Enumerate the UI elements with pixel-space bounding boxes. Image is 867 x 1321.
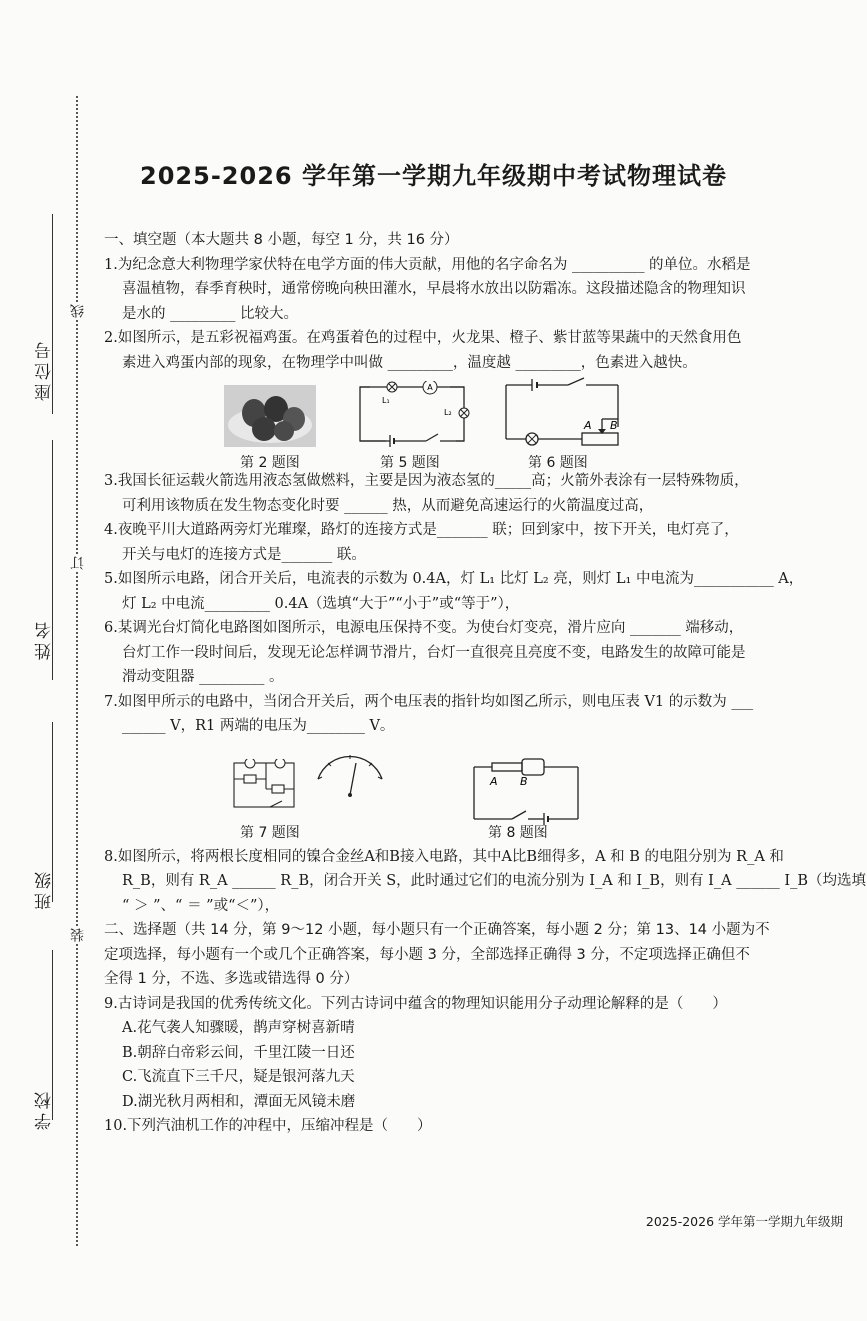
circuit-fig5 (356, 381, 472, 447)
question-line: 是水的 _________ 比较大。 (122, 305, 298, 322)
question-line: 1.为纪念意大利物理学家伏特在电学方面的伟大贡献，用他的名字命名为 __________ 的单位。水稻是 (104, 256, 751, 273)
question-line: 8.如图所示，将两根长度相同的镍合金丝A和B接入电路，其中A比B细得多，A 和 B 的电阻分别为 R_A 和 (104, 848, 784, 865)
question-line: 6.某调光台灯简化电路图如图所示，电源电压保持不变。为使台灯变亮，滑片应向 _______ 端移动， (104, 620, 744, 636)
figure-row-1 (104, 375, 844, 469)
egg-photo (224, 385, 316, 447)
section2-heading: 二、选择题（共 14 分，第 9～12 小题，每小题只有一个正确答案，每小题 2 分；第 13、14 小题为不 (104, 922, 770, 938)
binding-mark-bind: 装 (70, 928, 86, 942)
circuit-fig7 (230, 759, 302, 815)
question-9: 9.古诗词是我国的优秀传统文化。下列古诗词中蕴含的物理知识能用分子动理论解释的是（ ） (104, 995, 727, 1012)
circuit-fig8 (468, 753, 584, 825)
slider-b-label: B (610, 419, 618, 432)
binding-mark-staple: 订 (70, 556, 86, 570)
name-label: 姓名 (35, 618, 55, 660)
question-line: 2.如图所示，是五彩祝福鸡蛋。在鸡蛋着色的过程中，火龙果、橙子、紫甘蓝等果蔬中的天然食用色 (104, 330, 742, 346)
lamp-l1-label: L₁ (382, 396, 390, 405)
binding-mark-line: 线 (70, 304, 86, 318)
fig7-caption: 第 7 题图 (240, 824, 300, 841)
q9-option-b: B.朝辞白帝彩云间，千里江陵一日还 (122, 1044, 355, 1061)
exam-body (104, 228, 866, 1139)
section2-heading: 全得 1 分，不选、多选或错选得 0 分） (104, 971, 359, 987)
question-line: 开关与电灯的连接方式是_______ 联。 (122, 546, 366, 563)
q9-option-a: A.花气袭人知骤暖，鹊声穿树喜新晴 (122, 1020, 355, 1036)
section2-heading: 定项选择，每小题有一个或几个正确答案，每小题 3 分，全部选择正确得 3 分，不定项选择正确但不 (104, 946, 750, 963)
question-line: “ ＞ ”、“ ＝ ”或“＜”）， (122, 897, 280, 914)
ammeter-label: A (427, 383, 433, 392)
question-line: 滑动变阻器 _________ 。 (122, 669, 284, 685)
seat-number-label: 座位号 (35, 338, 55, 401)
wire-a-label: A (490, 774, 498, 788)
figure-row-2 (104, 739, 844, 845)
fig5-caption: 第 5 题图 (380, 455, 440, 471)
page-footer: 2025-2026 学年第一学期九年级期 (645, 1214, 843, 1229)
class-label: 班级 (35, 868, 55, 910)
question-10: 10.下列汽油机工作的冲程中，压缩冲程是（ ） (104, 1118, 432, 1134)
circuit-fig6 (502, 377, 626, 449)
question-line: 台灯工作一段时间后，发现无论怎样调节滑片，台灯一直很亮且亮度不变，电路发生的故障可能是 (122, 644, 746, 661)
binding-dotted-line (76, 96, 78, 1246)
fig2-caption: 第 2 题图 (240, 455, 300, 471)
question-line: 喜温植物，春季育秧时，通常傍晚向秧田灌水，早晨将水放出以防霜冻。这段描述隐含的物理知识 (122, 281, 746, 297)
lamp-l2-label: L₂ (444, 408, 452, 417)
question-line: 可利用该物质在发生物态变化时要 ______ 热，从而避免高速运行的火箭温度过高， (122, 497, 654, 514)
voltmeter-dial (310, 749, 390, 815)
question-line: R_B，则有 R_A ______ R_B，闭合开关 S，此时通过它们的电流分别为 I_A 和 I_B，则有 I_A ______ I_B（均选填 (122, 873, 866, 889)
exam-title: 2025-2026 学年第一学期九年级期中考试物理试卷 (140, 162, 727, 190)
question-line: 3.我国长征运载火箭选用液态氢做燃料，主要是因为液态氢的_____高；火箭外表涂有一层特殊物质， (104, 473, 749, 489)
q9-option-d: D.湖光秋月两相和，潭面无风镜未磨 (122, 1093, 356, 1110)
fig6-caption: 第 6 题图 (528, 455, 588, 471)
question-line: 4.夜晚平川大道路两旁灯光璀璨，路灯的连接方式是_______ 联；回到家中，按下开关，电灯亮了， (104, 522, 739, 538)
q9-option-c: C.飞流直下三千尺，疑是银河落九天 (122, 1069, 355, 1085)
section1-heading: 一、填空题（本大题共 8 小题，每空 1 分，共 16 分） (104, 232, 459, 248)
question-line: ______ V，R1 两端的电压为________ V。 (122, 718, 395, 734)
question-line: 素进入鸡蛋内部的现象，在物理学中叫做 _________，温度越 _________，色素进入越快。 (122, 354, 697, 371)
question-line: 5.如图所示电路，闭合开关后，电流表的示数为 0.4A，灯 L₁ 比灯 L₂ 亮，则灯 L₁ 中电流为___________ A， (104, 571, 804, 587)
slider-a-label: A (584, 419, 592, 432)
school-label: 学校 (35, 1088, 55, 1130)
wire-b-label: B (520, 774, 528, 788)
fig8-caption: 第 8 题图 (488, 824, 548, 841)
question-line: 7.如图甲所示的电路中，当闭合开关后，两个电压表的指针均如图乙所示，则电压表 V1 的示数为 ___ (104, 693, 754, 710)
question-line: 灯 L₂ 中电流_________ 0.4A（选填“大于”“小于”或“等于”）， (122, 595, 520, 612)
